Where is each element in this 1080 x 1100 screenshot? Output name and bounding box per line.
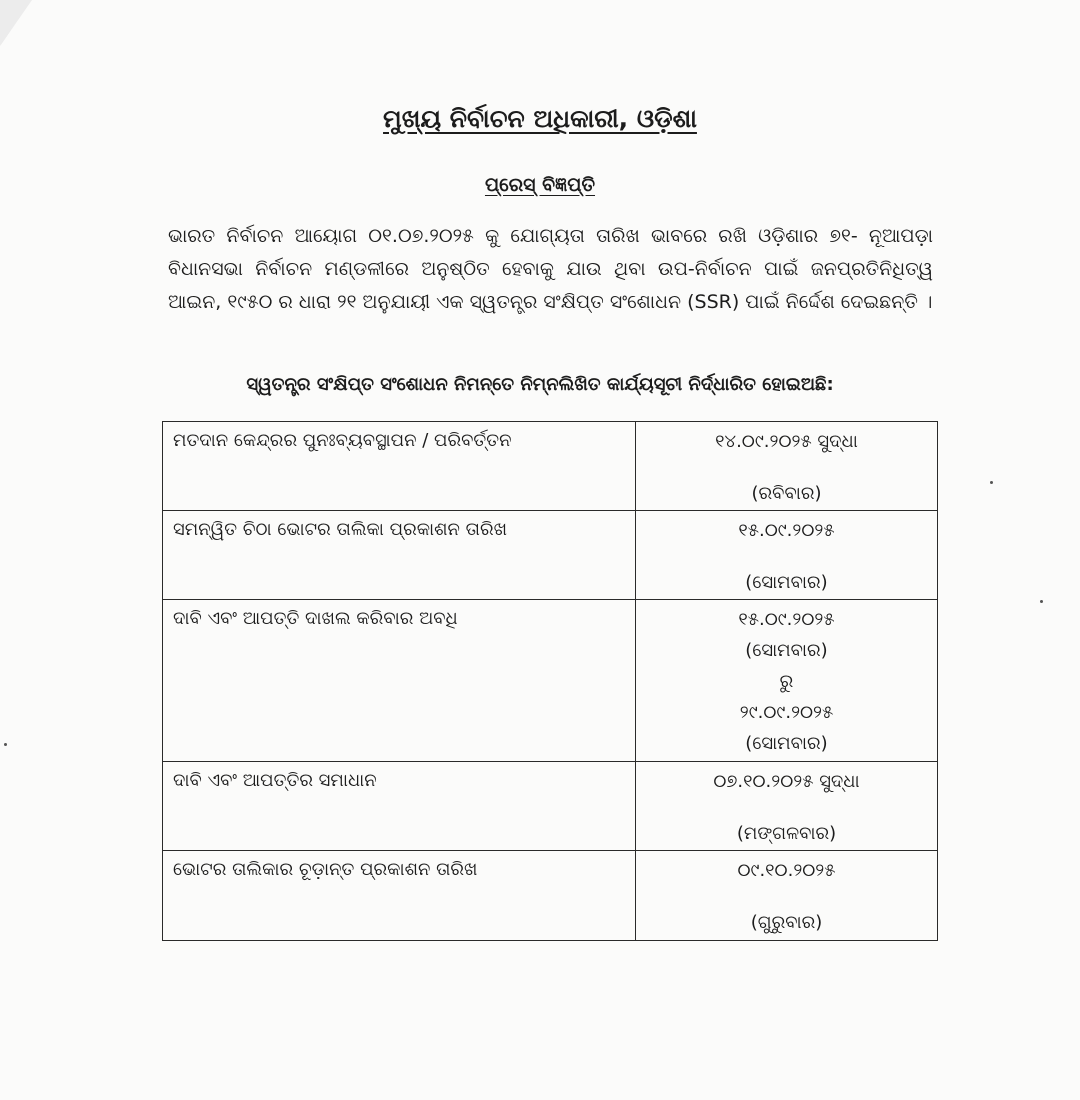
body-paragraph: ଭାରତ ନିର୍ବାଚନ ଆୟୋଗ ୦୧.୦୭.୨୦୨୫ କୁ ଯୋଗ୍ୟତା ତାରିଖ ଭାବରେ ରଖି ଓଡ଼ିଶାର ୭୧- ନୂଆପଡ଼ା ବିଧାନସଭା ନିର୍ବାଚନ ମଣ୍ଡଳୀରେ ଅନୁଷ୍ଠିତ ହେବାକୁ ଯାଉ ଥିବା ଉପ-ନିର୍ବାଚନ ପାଇଁ ଜନପ୍ରତିନିଧିତ୍ୱ ଆଇନ, ୧୯୫୦ ର ଧାରା ୨୧ ଅନୁଯାୟୀ ଏକ ସ୍ୱତନ୍ତ୍ର ସଂକ୍ଷିପ୍ତ ସଂଶୋଧନ (SSR) ପାଇଁ ନିର୍ଦ୍ଦେଶ ଦେଇଛନ୍ତି । xyxy=(168,225,933,313)
schedule-row xyxy=(163,851,938,941)
date-text: ୦୯.୧୦.୨୦୨୫ xyxy=(737,860,836,881)
schedule-row xyxy=(163,511,938,600)
date-text: ୦୭.୧୦.୨୦୨୫ ସୁଦ୍ଧା xyxy=(713,771,860,792)
date-cell xyxy=(636,511,938,600)
day-text: (ସୋମବାର) xyxy=(745,572,828,593)
day-from-text: (ସୋମବାର) xyxy=(745,640,828,661)
activity-cell: ଭୋଟର ତାଲିକାର ଚୂଡ଼ାନ୍ତ ପ୍ରକାଶନ ତାରିଖ xyxy=(163,851,636,941)
day-text: (ରବିବାର) xyxy=(751,483,822,504)
date-text: ୧୫.୦୯.୨୦୨୫ xyxy=(738,520,835,541)
date-to-text: ୨୯.୦୯.୨୦୨୫ xyxy=(739,702,834,723)
schedule-row xyxy=(163,422,938,511)
schedule-row xyxy=(163,600,938,762)
activity-cell: ସମନ୍ୱିତ ଚିଠା ଭୋଟର ତାଲିକା ପ୍ରକାଶନ ତାରିଖ xyxy=(163,511,636,600)
day-text: (ମଙ୍ଗଳବାର) xyxy=(736,823,837,844)
schedule-table xyxy=(162,421,938,941)
date-cell xyxy=(636,851,938,941)
press-release-subtitle: ପ୍ରେସ୍ ବିଜ୍ଞପ୍ତି xyxy=(484,174,596,196)
date-text: ୧୪.୦୯.୨୦୨୫ ସୁଦ୍ଧା xyxy=(715,431,858,452)
range-connector: ରୁ xyxy=(779,671,794,692)
activity-cell: ଦାବି ଏବଂ ଆପତ୍ତି ଦାଖଲ କରିବାର ଅବଧି xyxy=(163,600,636,762)
page-corner-fold xyxy=(0,0,60,60)
date-cell xyxy=(636,600,938,762)
date-from-text: ୧୫.୦୯.୨୦୨୫ xyxy=(738,609,835,630)
page-title: ମୁଖ୍ୟ ନିର୍ବାଚନ ଅଧିକାରୀ, ଓଡ଼ିଶା xyxy=(383,104,697,133)
scan-speck xyxy=(990,481,993,484)
date-cell xyxy=(636,762,938,851)
schedule-heading: ସ୍ୱତନ୍ତ୍ର ସଂକ୍ଷିପ୍ତ ସଂଶୋଧନ ନିମନ୍ତେ ନିମ୍ନଲିଖିତ କାର୍ଯ୍ୟସୂଚୀ ନିର୍ଦ୍ଧାରିତ ହୋଇଅଛି: xyxy=(246,374,834,395)
day-to-text: (ସୋମବାର) xyxy=(745,733,828,754)
scan-speck xyxy=(4,743,7,746)
day-text: (ଗୁରୁବାର) xyxy=(750,912,823,933)
schedule-row xyxy=(163,762,938,851)
activity-cell: ମତଦାନ କେନ୍ଦ୍ରର ପୁନଃବ୍ୟବସ୍ଥାପନ / ପରିବର୍ତ୍ତନ xyxy=(163,422,636,511)
activity-cell: ଦାବି ଏବଂ ଆପତ୍ତିର ସମାଧାନ xyxy=(163,762,636,851)
date-cell xyxy=(636,422,938,511)
scan-speck xyxy=(1040,600,1043,603)
